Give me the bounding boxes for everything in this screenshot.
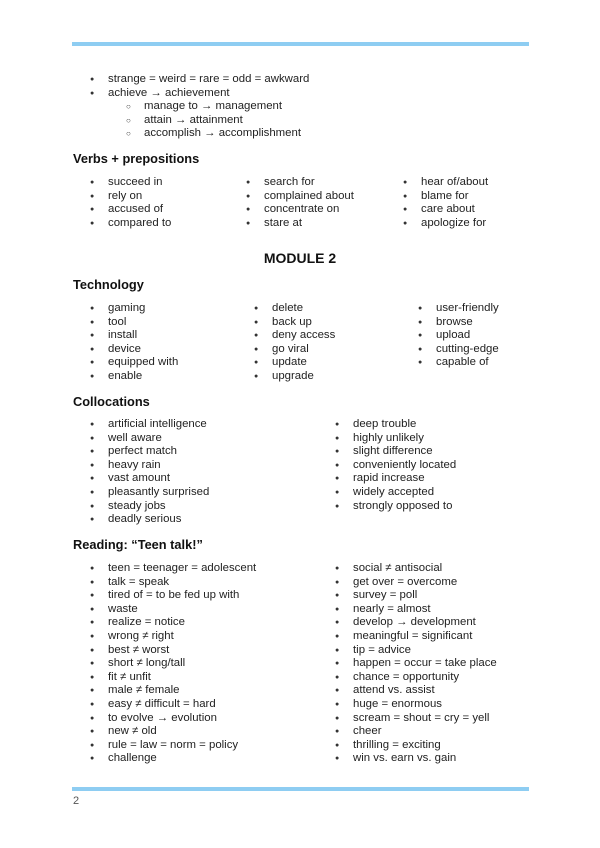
list-item: ● widely accepted bbox=[335, 486, 456, 500]
list-item: ○ manage to → management bbox=[126, 100, 301, 114]
list-item: ● device bbox=[90, 343, 178, 357]
reading-column-1 bbox=[90, 562, 256, 766]
list-item: ● social ≠ antisocial bbox=[335, 562, 497, 576]
list-item: ● chance = opportunity bbox=[335, 671, 497, 685]
page-number: 2 bbox=[73, 795, 80, 807]
list-item: ● slight difference bbox=[335, 445, 456, 459]
list-item: ● to evolve → evolution bbox=[90, 712, 256, 726]
list-item: ● perfect match bbox=[90, 445, 209, 459]
list-item: ○ attain → attainment bbox=[126, 114, 301, 128]
list-item: ● browse bbox=[418, 316, 499, 330]
technology-column-2 bbox=[254, 302, 335, 384]
list-item: ● challenge bbox=[90, 752, 256, 766]
list-item: ● easy ≠ difficult = hard bbox=[90, 698, 256, 712]
reading-column-2 bbox=[335, 562, 497, 766]
list-item: ● achieve → achievement bbox=[90, 87, 309, 101]
list-item: ● upload bbox=[418, 329, 499, 343]
list-item: ● upgrade bbox=[254, 370, 335, 384]
list-item: ● succeed in bbox=[90, 176, 171, 190]
list-item: ● user-friendly bbox=[418, 302, 499, 316]
list-item: ● survey = poll bbox=[335, 589, 497, 603]
list-item: ● fit ≠ unfit bbox=[90, 671, 256, 685]
verbs-column-2 bbox=[246, 176, 354, 230]
list-item: ● well aware bbox=[90, 432, 209, 446]
list-item: ● rely on bbox=[90, 190, 171, 204]
list-item: ● steady jobs bbox=[90, 500, 209, 514]
list-item: ● pleasantly surprised bbox=[90, 486, 209, 500]
list-item: ● male ≠ female bbox=[90, 684, 256, 698]
module-title: MODULE 2 bbox=[263, 250, 337, 266]
list-item: ● tip = advice bbox=[335, 644, 497, 658]
list-item: ● realize = notice bbox=[90, 616, 256, 630]
list-item: ● cheer bbox=[335, 725, 497, 739]
collocations-column-2 bbox=[335, 418, 456, 513]
achieve-sublist bbox=[126, 100, 301, 141]
list-item: ● win vs. earn vs. gain bbox=[335, 752, 497, 766]
verbs-column-1 bbox=[90, 176, 171, 230]
list-item: ● talk = speak bbox=[90, 576, 256, 590]
reading-heading: Reading: “Teen talk!” bbox=[73, 537, 203, 552]
collocations-heading: Collocations bbox=[73, 394, 150, 409]
verbs-column-3 bbox=[403, 176, 488, 230]
list-item: ● equipped with bbox=[90, 356, 178, 370]
list-item: ● blame for bbox=[403, 190, 488, 204]
list-item: ● conveniently located bbox=[335, 459, 456, 473]
technology-column-3 bbox=[418, 302, 499, 370]
list-item: ● apologize for bbox=[403, 217, 488, 231]
list-item: ● develop → development bbox=[335, 616, 497, 630]
list-item: ● accused of bbox=[90, 203, 171, 217]
header-rule bbox=[72, 42, 529, 46]
list-item: ● compared to bbox=[90, 217, 171, 231]
list-item: ● vast amount bbox=[90, 472, 209, 486]
list-item: ● stare at bbox=[246, 217, 354, 231]
list-item: ● waste bbox=[90, 603, 256, 617]
list-item: ● hear of/about bbox=[403, 176, 488, 190]
list-item: ● enable bbox=[90, 370, 178, 384]
list-item: ● capable of bbox=[418, 356, 499, 370]
list-item: ● strongly opposed to bbox=[335, 500, 456, 514]
list-item: ● rule = law = norm = policy bbox=[90, 739, 256, 753]
footer-rule bbox=[72, 787, 529, 791]
list-item: ● short ≠ long/tall bbox=[90, 657, 256, 671]
list-item: ● update bbox=[254, 356, 335, 370]
list-item: ● strange = weird = rare = odd = awkward bbox=[90, 73, 309, 87]
list-item: ● meaningful = significant bbox=[335, 630, 497, 644]
verbs-prepositions-heading: Verbs + prepositions bbox=[73, 151, 200, 166]
list-item: ● huge = enormous bbox=[335, 698, 497, 712]
list-item: ● get over = overcome bbox=[335, 576, 497, 590]
list-item: ● gaming bbox=[90, 302, 178, 316]
list-item: ● rapid increase bbox=[335, 472, 456, 486]
list-item: ○ accomplish → accomplishment bbox=[126, 127, 301, 141]
list-item: ● highly unlikely bbox=[335, 432, 456, 446]
list-item: ● delete bbox=[254, 302, 335, 316]
intro-list bbox=[90, 73, 309, 100]
list-item: ● install bbox=[90, 329, 178, 343]
list-item: ● search for bbox=[246, 176, 354, 190]
list-item: ● artificial intelligence bbox=[90, 418, 209, 432]
list-item: ● nearly = almost bbox=[335, 603, 497, 617]
list-item: ● go viral bbox=[254, 343, 335, 357]
technology-heading: Technology bbox=[73, 277, 144, 292]
list-item: ● complained about bbox=[246, 190, 354, 204]
list-item: ● thrilling = exciting bbox=[335, 739, 497, 753]
technology-column-1 bbox=[90, 302, 178, 384]
list-item: ● back up bbox=[254, 316, 335, 330]
list-item: ● new ≠ old bbox=[90, 725, 256, 739]
collocations-column-1 bbox=[90, 418, 209, 527]
list-item: ● wrong ≠ right bbox=[90, 630, 256, 644]
list-item: ● tool bbox=[90, 316, 178, 330]
list-item: ● deadly serious bbox=[90, 513, 209, 527]
list-item: ● happen = occur = take place bbox=[335, 657, 497, 671]
list-item: ● deny access bbox=[254, 329, 335, 343]
list-item: ● concentrate on bbox=[246, 203, 354, 217]
list-item: ● deep trouble bbox=[335, 418, 456, 432]
list-item: ● heavy rain bbox=[90, 459, 209, 473]
list-item: ● tired of = to be fed up with bbox=[90, 589, 256, 603]
list-item: ● cutting-edge bbox=[418, 343, 499, 357]
list-item: ● teen = teenager = adolescent bbox=[90, 562, 256, 576]
list-item: ● best ≠ worst bbox=[90, 644, 256, 658]
list-item: ● attend vs. assist bbox=[335, 684, 497, 698]
list-item: ● care about bbox=[403, 203, 488, 217]
list-item: ● scream = shout = cry = yell bbox=[335, 712, 497, 726]
